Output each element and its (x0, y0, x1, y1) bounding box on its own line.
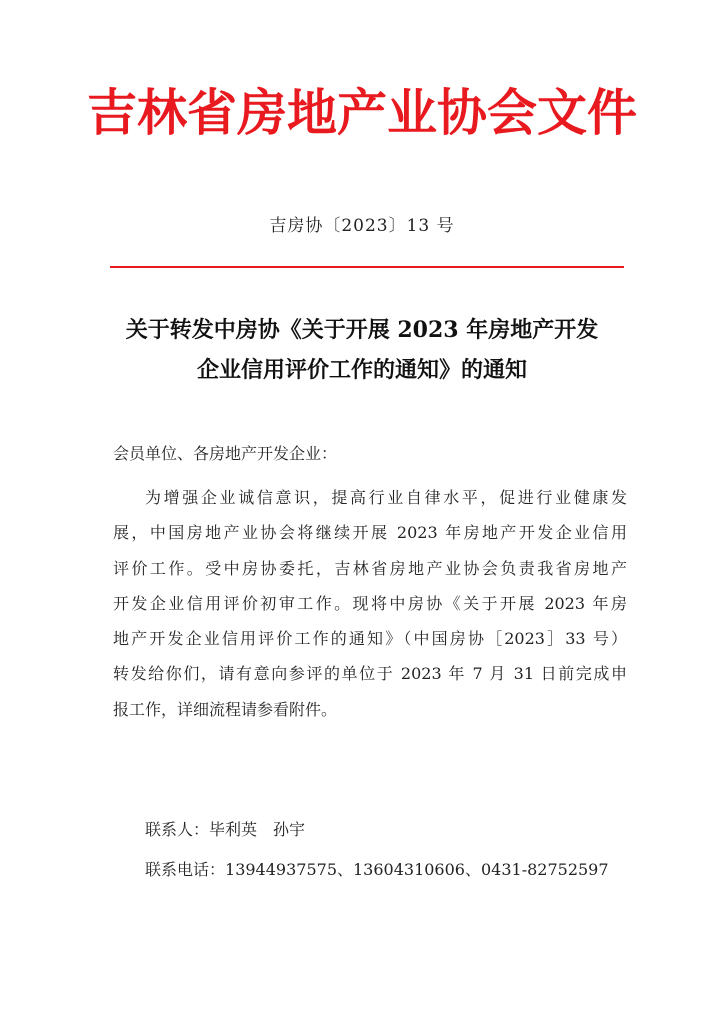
salutation: 会员单位、各房地产开发企业： (113, 444, 338, 463)
red-divider-line (110, 266, 624, 268)
notice-title (0, 310, 724, 390)
notice-title-line: 关于转发中房协《关于开展 2023 年房地产开发 (125, 317, 599, 343)
contact-phone-numbers: 13944937575、13604310606、0431-82752597 (225, 860, 609, 879)
notice-title-line: 企业信用评价工作的通知》的通知 (196, 357, 527, 383)
contact-phone-label: 联系电话： (145, 860, 226, 879)
body-line: 开发企业信用评价初审工作。现将中房协《关于开展 2023 年房 (113, 593, 627, 613)
document-number: 吉房协〔2023〕13 号 (269, 216, 455, 236)
contact-person (145, 816, 305, 844)
issuer-header-title: 吉林省房地产业协会文件 (87, 83, 637, 142)
body-line: 报工作，详细流程请参看附件。 (113, 699, 338, 719)
contact-person-label: 联系人： (145, 820, 210, 839)
body-line: 评价工作。受中房协委托，吉林省房地产业协会负责我省房地产 (113, 558, 627, 578)
contact-phone (145, 856, 609, 884)
body-line: 展，中国房地产业协会将继续开展 2023 年房地产开发企业信用 (113, 523, 627, 543)
body-paragraph (113, 480, 627, 727)
body-line: 转发给你们，请有意向参评的单位于 2023 年 7 月 31 日前完成申 (113, 664, 627, 684)
body-line: 为增强企业诚信意识，提高行业自律水平，促进行业健康发 (145, 488, 627, 507)
body-line: 地产开发企业信用评价工作的通知》（中国房协［2023］33 号） (113, 629, 627, 649)
contact-person-names: 毕利英 孙宇 (209, 820, 306, 839)
